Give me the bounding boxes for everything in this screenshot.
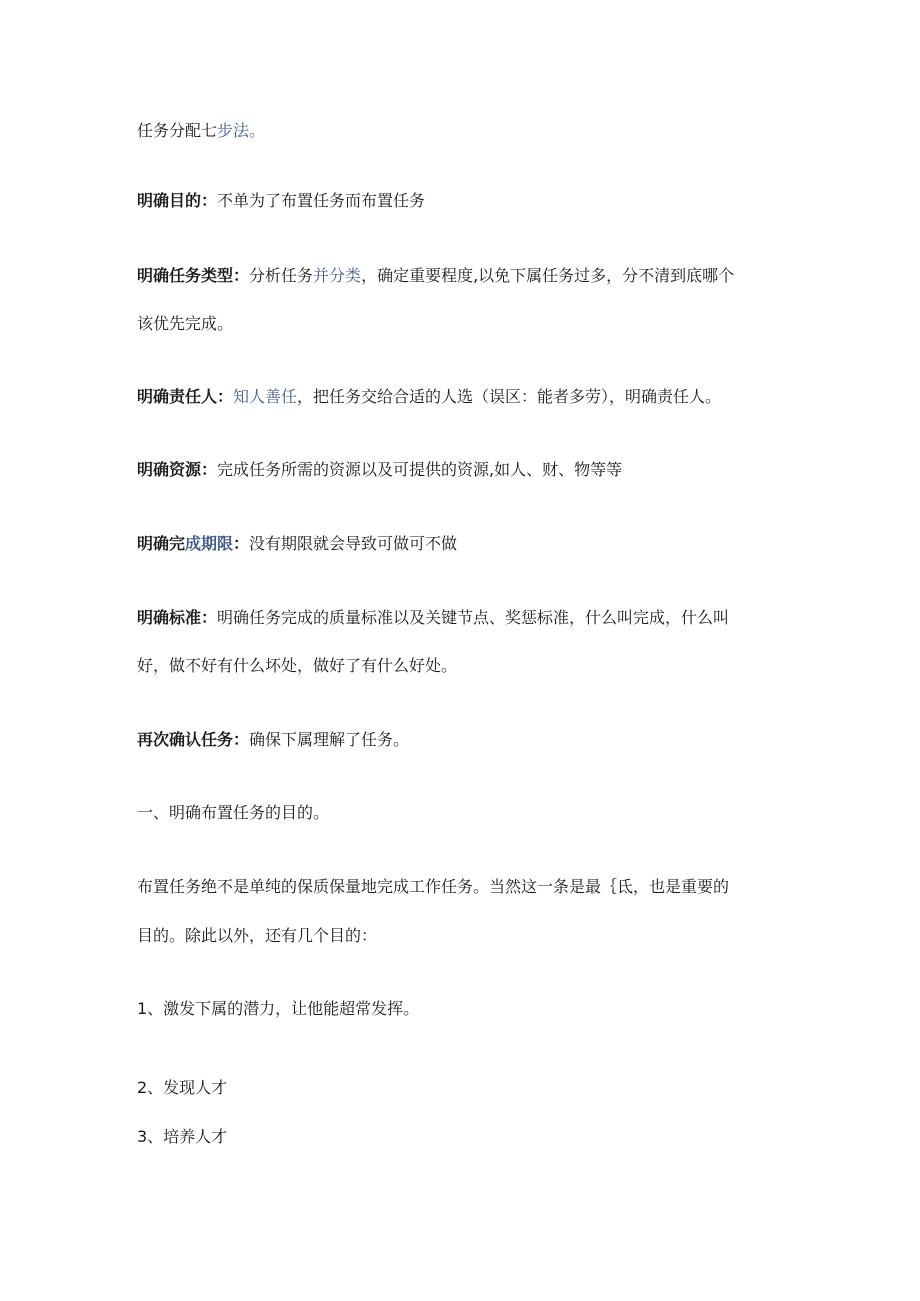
- step-colon: ：: [201, 460, 218, 479]
- section-heading: 一、明确布置任务的目的。: [137, 803, 330, 822]
- purpose-item: 3、培养人才: [137, 1127, 228, 1146]
- intro-line: [137, 120, 790, 142]
- step-label: 明确标准: [137, 608, 202, 627]
- step-text: 没有期限就会导致可做可不做: [249, 534, 458, 553]
- step-standard-wrap: [137, 655, 790, 677]
- intro-text: 任务分配七: [137, 121, 218, 140]
- step-text: 明确任务完成的质量标准以及关键节点、奖惩标准，什么叫完成，什么叫: [217, 608, 730, 627]
- paragraph-line-1: 布置任务绝不是单纯的保质保量地完成工作任务。当然这一条是最｛氐，也是重要的: [137, 877, 730, 896]
- step-label: 明确责任人: [137, 387, 218, 406]
- step-colon: ：: [233, 266, 250, 285]
- step-label: 明确资源: [137, 460, 202, 479]
- step-text: 完成任务所需的资源以及可提供的资源,如人、财、物等等: [217, 460, 623, 479]
- step-highlight: 并分类: [313, 266, 362, 285]
- step-colon: ：: [201, 608, 218, 627]
- step-text: 确保下属理解了任务。: [249, 730, 410, 749]
- step-text: ，把任务交给合适的人选（误区：能者多劳），明确责任人。: [297, 387, 722, 406]
- paragraph-line-2: 目的。除此以外，还有几个目的：: [137, 926, 378, 945]
- step-task-type-wrap: [137, 313, 790, 335]
- step-highlight: 知人善任: [233, 387, 298, 406]
- step-standard: [137, 607, 790, 629]
- step-colon: ：: [233, 730, 250, 749]
- step-task-type: [137, 265, 790, 287]
- step-confirm: [137, 729, 790, 751]
- step-deadline: [137, 533, 790, 555]
- step-label: 明确任务类型: [137, 266, 234, 285]
- step-responsible: [137, 386, 790, 408]
- intro-link: 步法。: [217, 121, 266, 140]
- step-text-cont: ，确定重要程度,以免下属任务过多，分不清到底哪个: [361, 266, 735, 285]
- step-text-wrap: 该优先完成。: [137, 314, 234, 333]
- purpose-item: 1、激发下属的潜力，让他能超常发挥。: [137, 999, 420, 1018]
- step-text-wrap: 好，做不好有什么坏处，做好了有什么好处。: [137, 656, 458, 675]
- step-colon: ：: [217, 387, 234, 406]
- step-label: 明确目的: [137, 191, 202, 210]
- step-label: 再次确认任务: [137, 730, 234, 749]
- step-text: 不单为了布置任务而布置任务: [217, 191, 426, 210]
- step-colon: ：: [201, 191, 218, 210]
- step-purpose: [137, 190, 790, 212]
- step-label: 明确完: [137, 534, 186, 553]
- step-label-highlight: 成期限: [185, 534, 234, 553]
- step-colon: ：: [233, 534, 250, 553]
- purpose-item: 2、发现人才: [137, 1078, 228, 1097]
- step-text: 分析任务: [249, 266, 314, 285]
- step-resources: [137, 459, 790, 481]
